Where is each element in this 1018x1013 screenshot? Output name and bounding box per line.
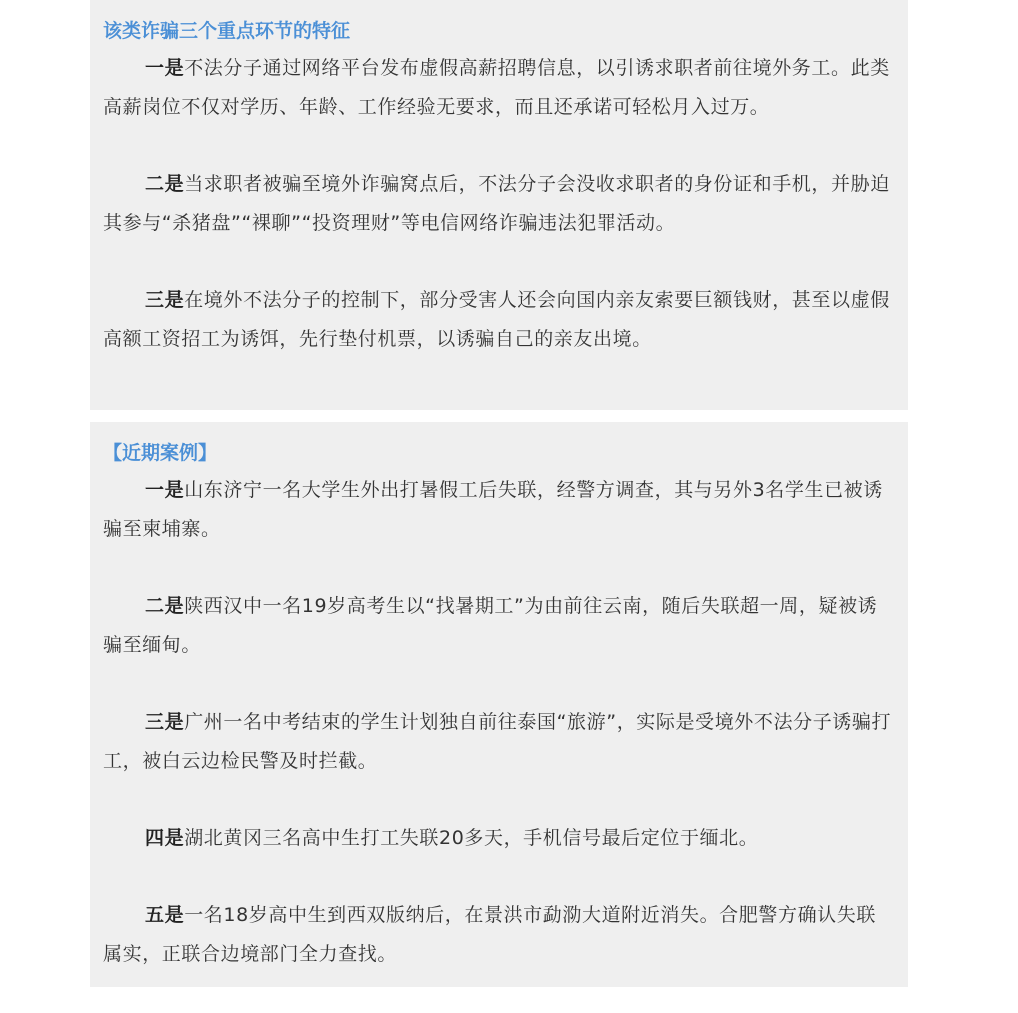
feature-item-text: 当求职者被骗至境外诈骗窝点后，不法分子会没收求职者的身份证和手机，并胁迫其参与“杀猪盘”“裸聊”“投资理财”等电信网络诈骗违法犯罪活动。 bbox=[103, 173, 890, 234]
case-item-lead: 五是 bbox=[145, 904, 185, 926]
feature-item-text: 在境外不法分子的控制下，部分受害人还会向国内亲友索要巨额钱财，甚至以虚假高额工资招工为诱饵，先行垫付机票，以诱骗自己的亲友出境。 bbox=[103, 289, 890, 350]
case-item-3 bbox=[103, 703, 895, 781]
cases-card bbox=[90, 422, 908, 987]
case-item-4 bbox=[103, 819, 895, 858]
case-item-text: 广州一名中考结束的学生计划独自前往泰国“旅游”，实际是受境外不法分子诱骗打工，被白云边检民警及时拦截。 bbox=[103, 711, 892, 772]
case-item-5 bbox=[103, 896, 895, 974]
cases-heading: 【近期案例】 bbox=[103, 442, 218, 464]
case-item-lead: 一是 bbox=[145, 479, 185, 501]
case-item-2 bbox=[103, 587, 895, 665]
case-item-1 bbox=[103, 471, 895, 549]
case-item-text: 陕西汉中一名19岁高考生以“找暑期工”为由前往云南，随后失联超一周，疑被诱骗至缅甸。 bbox=[103, 595, 878, 656]
case-item-text: 湖北黄冈三名高中生打工失联20多天，手机信号最后定位于缅北。 bbox=[184, 827, 759, 849]
features-card bbox=[90, 0, 908, 410]
feature-item-lead: 三是 bbox=[145, 289, 185, 311]
feature-item-2 bbox=[103, 165, 895, 243]
feature-item-1 bbox=[103, 49, 895, 127]
feature-item-3 bbox=[103, 281, 895, 359]
case-item-lead: 三是 bbox=[145, 711, 185, 733]
feature-item-lead: 一是 bbox=[145, 57, 185, 79]
case-item-text: 一名18岁高中生到西双版纳后，在景洪市勐泐大道附近消失。合肥警方确认失联属实，正联合边境部门全力查找。 bbox=[103, 904, 876, 965]
feature-item-text: 不法分子通过网络平台发布虚假高薪招聘信息，以引诱求职者前往境外务工。此类高薪岗位不仅对学历、年龄、工作经验无要求，而且还承诺可轻松月入过万。 bbox=[103, 57, 890, 118]
case-item-text: 山东济宁一名大学生外出打暑假工后失联，经警方调查，其与另外3名学生已被诱骗至柬埔寨。 bbox=[103, 479, 883, 540]
case-item-lead: 四是 bbox=[145, 827, 185, 849]
case-item-lead: 二是 bbox=[145, 595, 185, 617]
feature-item-lead: 二是 bbox=[145, 173, 185, 195]
features-heading: 该类诈骗三个重点环节的特征 bbox=[103, 20, 351, 42]
